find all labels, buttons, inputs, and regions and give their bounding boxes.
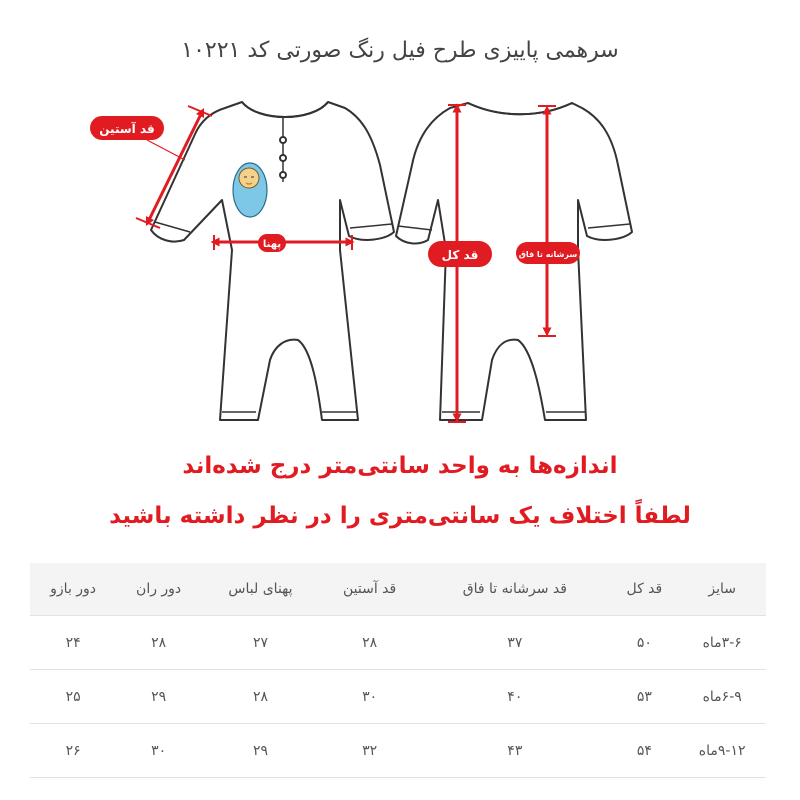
cell-total-length: ۵۴ — [610, 724, 678, 778]
garment-illustration — [0, 90, 800, 435]
baby-print-icon — [233, 163, 267, 217]
cell-size: ۶-۹ماه — [678, 670, 766, 724]
cell-width: ۲۸ — [201, 670, 320, 724]
header-shoulder-crotch: قد سرشانه تا فاق — [419, 563, 610, 616]
svg-text:قد آستین: قد آستین — [99, 122, 155, 136]
table-header-row — [30, 563, 766, 616]
svg-text:پهنا: پهنا — [262, 239, 282, 250]
svg-text:سرشانه تا فاق: سرشانه تا فاق — [518, 250, 578, 259]
table-row — [30, 670, 766, 724]
cell-arm: ۲۶ — [30, 724, 116, 778]
table-row — [30, 724, 766, 778]
romper-front — [151, 102, 394, 420]
width-label — [258, 234, 286, 252]
sleeve-label — [90, 116, 164, 140]
table-row — [30, 616, 766, 670]
cell-thigh: ۲۹ — [116, 670, 201, 724]
cell-sleeve: ۳۲ — [320, 724, 419, 778]
svg-text:قد کل: قد کل — [441, 248, 479, 262]
header-size: سایز — [678, 563, 766, 616]
cell-size: ۹-۱۲ماه — [678, 724, 766, 778]
product-title: سرهمی پاییزی طرح فیل رنگ صورتی کد ۱۰۲۲۱ — [181, 38, 619, 63]
shoulder-crotch-label — [516, 242, 580, 264]
units-notice: اندازه‌ها به واحد سانتی‌متر درج شده‌اند — [182, 453, 618, 479]
cell-shoulder-crotch: ۳۷ — [419, 616, 610, 670]
cell-total-length: ۵۳ — [610, 670, 678, 724]
cell-total-length: ۵۰ — [610, 616, 678, 670]
header-arm: دور بازو — [30, 563, 116, 616]
header-thigh: دور ران — [116, 563, 201, 616]
cell-shoulder-crotch: ۴۳ — [419, 724, 610, 778]
cell-sleeve: ۳۰ — [320, 670, 419, 724]
cell-arm: ۲۴ — [30, 616, 116, 670]
cell-shoulder-crotch: ۴۰ — [419, 670, 610, 724]
cell-width: ۲۷ — [201, 616, 320, 670]
header-total-length: قد کل — [610, 563, 678, 616]
cell-arm: ۲۵ — [30, 670, 116, 724]
cell-sleeve: ۲۸ — [320, 616, 419, 670]
header-sleeve: قد آستین — [320, 563, 419, 616]
total-length-label — [428, 241, 492, 267]
cell-thigh: ۲۸ — [116, 616, 201, 670]
tolerance-notice: لطفاً اختلاف یک سانتی‌متری را در نظر داشته باشید — [109, 503, 691, 529]
cell-size: ۳-۶ماه — [678, 616, 766, 670]
cell-thigh: ۳۰ — [116, 724, 201, 778]
size-table — [30, 563, 766, 778]
cell-width: ۲۹ — [201, 724, 320, 778]
header-width: پهنای لباس — [201, 563, 320, 616]
